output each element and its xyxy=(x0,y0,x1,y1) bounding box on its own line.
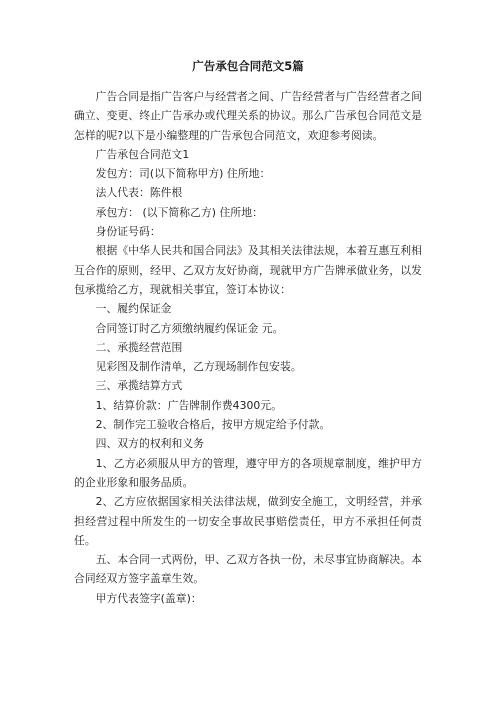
document-body xyxy=(74,87,422,608)
paragraph-clause-3-heading: 三、承揽结算方式 xyxy=(95,379,183,393)
paragraph-legal-rep: 法人代表：陈件根 xyxy=(95,186,183,200)
paragraph-party-a: 发包方：司(以下简称甲方) 住所地： xyxy=(95,167,271,181)
document-title: 广告承包合同范文5篇 xyxy=(192,59,304,73)
paragraph-signature-party-a: 甲方代表签字(盖章)： xyxy=(95,591,202,605)
paragraph-clause-1-body: 合同签订时乙方须缴纳履约保证金 元。 xyxy=(95,321,284,335)
paragraph-clause-1-heading: 一、履约保证金 xyxy=(95,302,172,316)
paragraph-preamble: 根据《中华人民共和国合同法》及其相关法律法规，本着互惠互利相互合作的原则，经甲、乙双方友好协商，现就甲方广告牌承做业务，以发包承揽给乙方，现就相关事宜，签订本协议： xyxy=(74,244,422,296)
paragraph-id-number: 身份证号码： xyxy=(95,225,161,239)
paragraph-clause-3-item-2: 2、制作完工验收合格后，按甲方规定给予付款。 xyxy=(95,418,331,432)
paragraph-section-heading: 广告承包合同范文1 xyxy=(95,147,190,161)
paragraph-party-b: 承包方： (以下简称乙方) 住所地： xyxy=(95,205,263,219)
paragraph-intro: 广告合同是指广告客户与经营者之间、广告经营者与广告经营者之间确立、变更、终止广告承办或代理关系的协议。那么广告承包合同范文是怎样的呢?以下是小编整理的广告承包合同范文，欢迎参考阅读。 xyxy=(74,90,422,142)
paragraph-clause-2-body: 见彩图及制作清单，乙方现场制作包安装。 xyxy=(95,360,302,374)
paragraph-clause-2-heading: 二、承揽经营范围 xyxy=(95,340,183,354)
paragraph-clause-4-item-2: 2、乙方应依据国家相关法律法规，做到安全施工，文明经营，并承担经营过程中所发生的一切安全事故民事赔偿责任，甲方不承担任何责任。 xyxy=(74,495,422,547)
paragraph-clause-3-item-1: 1、结算价款：广告牌制作费4300元。 xyxy=(95,398,283,412)
paragraph-clause-4-item-1: 1、乙方必须服从甲方的管理，遵守甲方的各项规章制度，维护甲方的企业形象和服务品质。 xyxy=(74,456,422,489)
paragraph-clause-5: 五、本合同一式两份，甲、乙双方各执一份，未尽事宜协商解决。本合同经双方签字盖章生效。 xyxy=(74,553,422,586)
paragraph-clause-4-heading: 四、双方的权利和义务 xyxy=(95,437,205,451)
